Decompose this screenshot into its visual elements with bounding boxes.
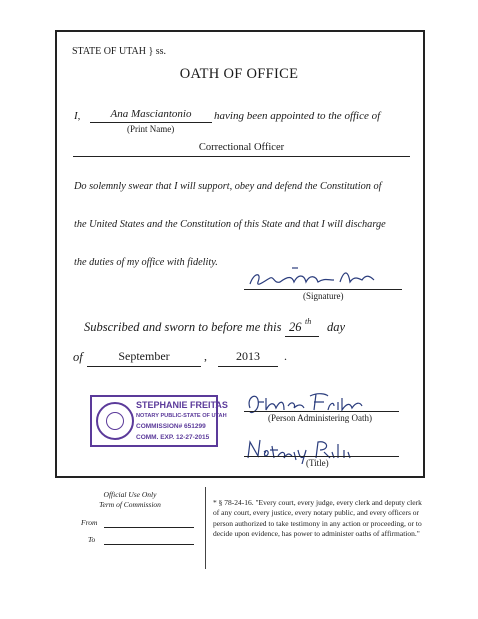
stamp-line-4: COMM. EXP. 12-27-2015 — [136, 434, 210, 441]
prefix-i: I, — [74, 110, 81, 122]
day-line — [285, 336, 319, 337]
of-word: of — [73, 350, 83, 364]
name-line — [90, 122, 212, 123]
official-use-heading: Official Use Only — [103, 490, 157, 499]
oath-line-3: the duties of my office with fidelity. — [74, 257, 218, 268]
sworn-day-suffix: th — [305, 317, 312, 326]
date-comma: , — [204, 349, 207, 363]
sworn-day: 26 — [289, 320, 302, 334]
signature-caption: (Signature) — [303, 291, 344, 301]
footer-divider — [205, 487, 206, 569]
appointee-signature — [244, 262, 384, 292]
term-of-commission-heading: Term of Commission — [99, 500, 161, 509]
title-caption: (Title) — [306, 458, 329, 468]
date-period: . — [284, 349, 287, 363]
sworn-text: Subscribed and sworn to before me this — [84, 320, 282, 334]
oath-line-1: Do solemnly swear that I will support, obey and defend the Constitution of — [74, 181, 382, 192]
statute-text: * § 78-24-16. "Every court, every judge, every clerk and deputy clerk of any court, every justice, every notary public, and every officers or person authorized to take testimony in any action or proceeding, or to decide upon evidence, has power to administer oaths of affirmation." — [213, 498, 422, 538]
day-word: day — [327, 320, 346, 334]
to-line — [104, 544, 194, 545]
notary-stamp — [90, 395, 228, 447]
appointed-text: having been appointed to the office of — [214, 110, 381, 122]
year-line — [218, 366, 278, 367]
title-handwriting — [244, 436, 354, 464]
printed-name: Ana Masciantonio — [110, 108, 192, 120]
sworn-year: 2013 — [236, 349, 260, 363]
state-line: STATE OF UTAH } ss. — [72, 46, 167, 57]
from-label: From — [81, 518, 98, 527]
month-line — [87, 366, 201, 367]
signature-line — [244, 289, 402, 290]
oath-line-2: the United States and the Constitution of this State and that I will discharge — [74, 219, 386, 230]
from-line — [104, 527, 194, 528]
document-title: OATH OF OFFICE — [179, 66, 299, 82]
notary-seal-icon — [96, 402, 134, 440]
print-name-caption: (Print Name) — [127, 124, 175, 134]
stamp-line-2: NOTARY PUBLIC-STATE OF UTAH — [136, 413, 227, 419]
title-line — [244, 456, 399, 457]
office-title: Correctional Officer — [198, 142, 285, 153]
stamp-line-3: COMMISSION# 651299 — [136, 423, 206, 430]
office-line — [73, 156, 410, 157]
administrator-caption: (Person Administering Oath) — [268, 413, 372, 423]
to-label: To — [88, 535, 96, 544]
administrator-line — [244, 411, 399, 412]
sworn-month: September — [118, 349, 170, 363]
stamp-name: STEPHANIE FREITAS — [136, 400, 228, 410]
